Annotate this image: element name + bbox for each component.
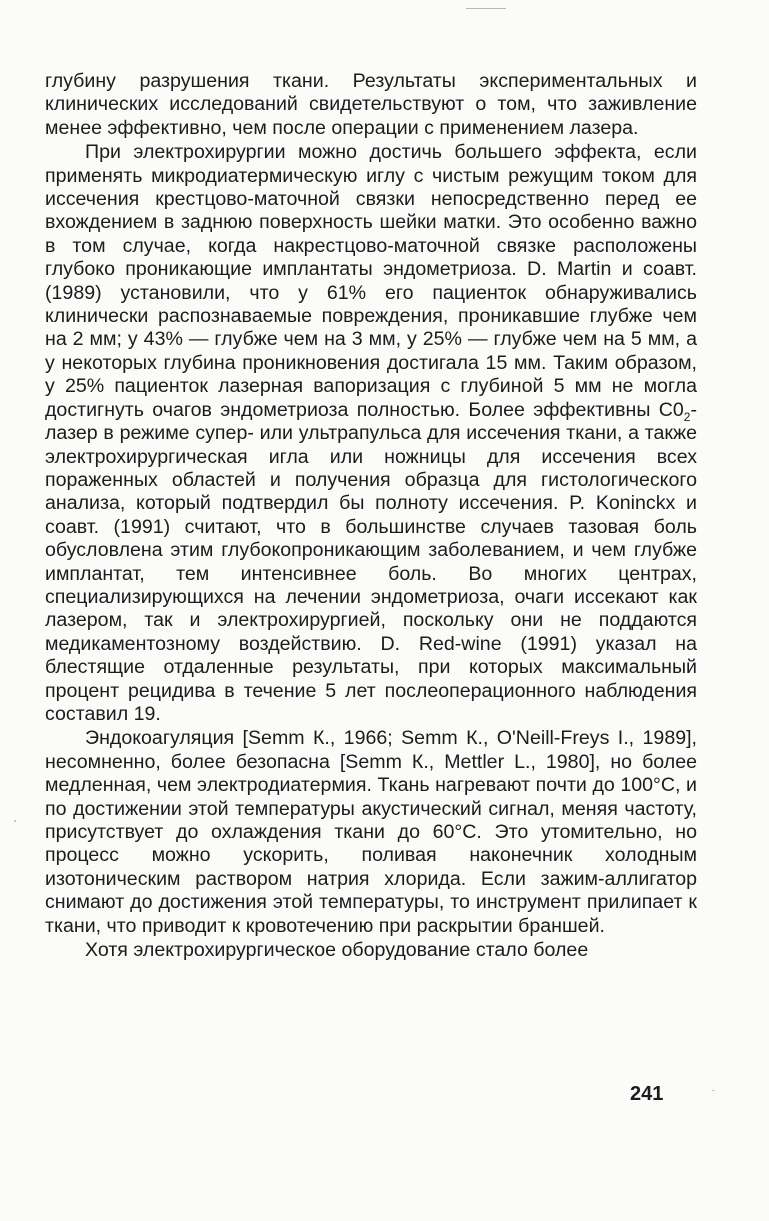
- scan-artifact: [712, 1090, 715, 1091]
- scan-artifact: [14, 820, 16, 822]
- paragraph-2: [45, 141, 697, 726]
- paragraph-2-text: При электрохирургии можно достичь большего эффекта, если применять микродиатермическую иглу с чистым режущим током для иссечения крестцово-маточной связки непосредственно перед ее вхождением в заднюю поверхность шейки матки. Это особенно важно в том случае, когда накрестцово-маточной связке расположены глубоко проникающие имплантаты эндометриоза. D. Martin и соавт. (1989) установили, что у 61% его пациенток обнаруживались клинически распознаваемые повреждения, проникавшие глубже чем на 2 мм; у 43% — глубже чем на 3 мм, у 25% — глубже чем на 5 мм, а у некоторых глубина проникновения достигала 15 мм. Таким образом, у 25% пациенток лазерная вапоризация с глубиной 5 мм не могла достигнуть очагов эндометриоза полностью. Более эффективны С0: [45, 141, 697, 421]
- paragraph-3: Эндокоагуляция [Semm К., 1966; Semm К., O'Neill-Freys I., 1989], несомненно, более безопасна [Semm К., Mettler L., 1980], но более медленная, чем электродиатермия. Ткань нагревают почти до 100°С, и по достижении этой температуры акустический сигнал, меняя частоту, присутствует до охлаждения ткани до 60°С. Это утомительно, но процесс можно ускорить, поливая наконечник холодным изотоническим раствором натрия хлорида. Если зажим-аллигатор снимают до достижения этой температуры, то инструмент прилипает к ткани, что приводит к кровотечению при раскрытии браншей.: [45, 727, 697, 937]
- top-rule: [466, 8, 506, 9]
- co2-subscript: 2: [683, 409, 691, 424]
- paragraph-2-tail: -лазер в режиме супер- или ультрапульса для иссечения ткани, а также электрохирургическая игла или ножницы для иссечения всех пораженных областей и получения образца для гистологического анализа, который подтвердил бы полноту иссечения. P. Koninckx и соавт. (1991) считают, что в большинстве случаев тазовая боль обусловлена этим глубокопроникающим заболеванием, и чем глубже имплантат, тем интенсивнее боль. Во многих центрах, специализирующихся на лечении эндометриоза, очаги иссекают как лазером, так и электрохирургией, поскольку они не поддаются медикаментозному воздействию. D. Red-wine (1991) указал на блестящие отдаленные результаты, при которых максимальный процент рецидива в течение 5 лет послеоперационного наблюдения составил 19.: [45, 398, 697, 725]
- page-number: 241: [630, 1083, 664, 1105]
- paragraph-1: глубину разрушения ткани. Результаты экспериментальных и клинических исследований свидетельствуют о том, что заживление менее эффективно, чем после операции с применением лазера.: [45, 70, 697, 139]
- page-body-text: [45, 70, 697, 962]
- paragraph-4: Хотя электрохирургическое оборудование стало более: [85, 939, 589, 962]
